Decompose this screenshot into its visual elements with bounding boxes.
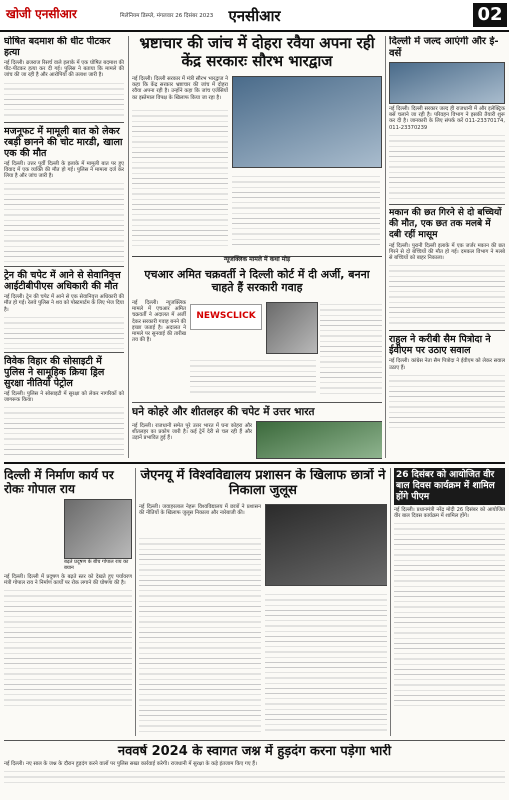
gopal-rai-photo: [64, 499, 132, 559]
mid2-body: नई दिल्ली। राजधानी समेत पूरे उत्तर भारत में घना कोहरा और शीतलहर का प्रकोप जारी है। कई ट्रेनें देरी से चल रही हैं और उड़ानें प्रभावित हुई हैं।: [132, 423, 252, 442]
right-story1-headline[interactable]: दिल्ली में जल्द आएंगी और ई-वसें: [389, 36, 499, 59]
left-story1-headline[interactable]: घोषित बदमाश की धीट पीटकर हत्या: [4, 36, 111, 58]
lead-filler-right: [232, 172, 380, 246]
jnu-protest-photo: [265, 504, 387, 586]
mid1-body: नई दिल्ली। न्यूजक्लिक मामले में एचआर अमित चक्रवर्ती ने अदालत में अर्जी देकर सरकारी गवाह बनने की इच्छा जताई है। अदालत ने मामले पर सुनवाई की तारीख तय की है।: [132, 300, 186, 344]
mid1-filler2: [190, 356, 316, 394]
lower-right-headline[interactable]: 26 दिसंबर को आयोजित वीर बाल दिवस कार्यक्रम में शामिल होंगे पीएम: [394, 468, 505, 505]
newsclick-logo: NEWSCLICK: [190, 304, 262, 330]
bottom-body: नई दिल्ली। नए साल के जश्न के दौरान हुड़दंग करने वालों पर पुलिस सख्त कार्रवाई करेगी। राजधानी में सुरक्षा के कड़े इंतजाम किए गए हैं।: [4, 761, 258, 767]
masthead: [0, 0, 509, 32]
bottom-story: [4, 744, 505, 798]
divider: [4, 352, 124, 353]
lower-right-body: नई दिल्ली। प्रधानमंत्री नरेंद्र मोदी 26 दिसंबर को आयोजित वीर बाल दिवस कार्यक्रम में शामिल होंगे।: [394, 507, 505, 520]
masthead-date: मिलेनियम डिस्प्ले, मंगलवार 26 दिसंबर 2023: [120, 13, 214, 19]
left-story4-body: नई दिल्ली। पुलिस ने सोसाइटी में सुरक्षा को लेकर नागरिकों को जागरूक किया।: [4, 390, 124, 404]
left-story3-body: नई दिल्ली। ट्रेन की चपेट में आने से एक सेवानिवृत्त अधिकारी की मौत हो गई। रेलवे पुलिस ने शव को पोस्टमार्टम के लिए भेज दिया है।: [4, 294, 124, 313]
lead-caption-bar: [132, 256, 382, 267]
section-divider: [4, 740, 505, 741]
section-title: एनसीआर: [228, 7, 281, 25]
divider: [389, 204, 505, 205]
mid1-headline[interactable]: एचआर अमित चक्रवर्ती ने दिल्ली कोर्ट में दी अर्जी, बनना चाहते हैं सरकारी गवाह: [144, 268, 370, 294]
lead-story: [132, 34, 382, 254]
right-story3-filler: [389, 371, 505, 431]
left-story3-filler: [4, 313, 124, 349]
mid1-filler: [320, 300, 382, 394]
lead-photo: [232, 76, 382, 168]
right-story1-body: नई दिल्ली। दिल्ली सरकार जल्द ही राजधानी में और इलेक्ट्रिक बसें चलाने जा रही है। परिवहन विभाग ने इसकी तैयारी शुरू कर दी है। जानकारी के लिए संपर्क करें 011-23370174, 011-23370239: [389, 106, 505, 131]
right-story2-headline[interactable]: मकान की छत गिरने से दो बच्चियों की मौत, एक छत तक मलबे में दबी रहीं मासूम: [389, 207, 502, 240]
right-story2-filler: [389, 261, 505, 327]
right-story2-body: नई दिल्ली। पुरानी दिल्ली इलाके में एक जर्जर मकान की छत गिरने से दो बच्चियों की मौत हो गई। दमकल विभाग ने मलबे से बच्चियों को बाहर निकाला।: [389, 242, 505, 262]
bus-photo: [389, 62, 505, 104]
lower-right-story: [394, 468, 505, 736]
mid-story2: [132, 402, 382, 459]
lower-left-headline[interactable]: दिल्ली में निर्माण कार्य पर रोकः गोपाल राय: [4, 468, 114, 496]
lower-left-filler: [4, 586, 132, 706]
left-column: [4, 36, 124, 458]
section-divider: [4, 462, 505, 464]
left-story1-body: नई दिल्ली। ब्रजराज रिसर्च वाले इलाके में एक घोषित बदमाश की पीट-पीटकर हत्या कर दी गई। पुलिस ने बताया कि मामले की जांच की जा रही है और आरोपियों की तलाश जारी है।: [4, 60, 124, 79]
lower-center-body: नई दिल्ली। जवाहरलाल नेहरू विश्वविद्यालय में छात्रों ने प्रशासन की नीतियों के खिलाफ जुलूस निकाला और नारेबाजी की।: [139, 504, 261, 517]
left-story2-body: नई दिल्ली। उत्तर पूर्वी दिल्ली के इलाके में मामूली बात पर हुए विवाद में एक व्यक्ति की मौत हो गई। पुलिस ने मामला दर्ज कर लिया है और जांच जारी है।: [4, 160, 124, 180]
lower-center-story: [139, 468, 387, 736]
left-story1-filler: [4, 79, 124, 119]
divider: [4, 122, 124, 123]
bottom-filler: [4, 767, 505, 787]
mid1-photo: [266, 302, 318, 354]
page-number: 02: [473, 3, 507, 27]
right-story1-filler: [389, 131, 505, 201]
left-story4-headline[interactable]: विवेक विहार की सोसाइटी में पुलिस ने सामूहिक क्रिया ड्रिल सुरक्षा नीतियों पेट्रोल: [4, 355, 105, 389]
lead-headline[interactable]: भ्रष्टाचार की जांच में दोहरा रवैया अपना रही केंद्र सरकारः सौरभ भारद्वाज: [139, 34, 375, 70]
column-rule: [135, 468, 136, 736]
lower-left-body: नई दिल्ली। दिल्ली में प्रदूषण के बढ़ते स्तर को देखते हुए पर्यावरण मंत्री गोपाल राय ने निर्माण कार्यों पर रोक लगाने की घोषणा की है।: [4, 574, 132, 587]
lead-caption: न्यूजक्लिक मामले में कथा मोड़: [223, 256, 291, 263]
lower-center-filler2: [265, 590, 387, 734]
right-story3-body: नई दिल्ली। कांग्रेस नेता सैम पित्रोदा ने ईवीएम को लेकर सवाल उठाए हैं।: [389, 358, 505, 371]
gopal-rai-caption: बढ़ते प्रदूषण के बीच गोपाल राय का बयान: [64, 559, 129, 571]
lower-left-story: [4, 468, 132, 736]
left-story4-filler: [4, 403, 124, 458]
mid2-headline[interactable]: घने कोहरे और शीतलहर की चपेट में उत्तर भारत: [132, 406, 315, 418]
lead-filler-left: [132, 106, 228, 246]
column-rule: [385, 36, 386, 458]
left-story3-headline[interactable]: ट्रेन की चपेट में आने से सेवानिवृत्त आईटीबीपीएस अधिकारी की मौत: [4, 270, 121, 293]
left-story2-filler: [4, 179, 124, 263]
lower-right-filler: [394, 519, 505, 709]
lead-body: नई दिल्ली। दिल्ली सरकार में मंत्री सौरभ भारद्वाज ने कहा कि केंद्र सरकार भ्रष्टाचार की जांच में दोहरा रवैया अपना रही है। उन्होंने कहा कि जांच एजेंसियों का इस्तेमाल विपक्ष के खिलाफ किया जा रहा है।: [132, 76, 228, 101]
lower-center-headline[interactable]: जेएनयू में विश्वविद्यालय प्रशासन के खिलाफ छात्रों ने निकाला जुलूस: [140, 468, 386, 498]
bottom-headline[interactable]: नववर्ष 2024 के स्वागत जश्न में हुड़दंग करना पड़ेगा भारी: [117, 744, 392, 759]
mid2-photo: [256, 421, 382, 459]
column-rule: [128, 36, 129, 458]
lower-center-filler: [139, 534, 261, 734]
divider: [4, 266, 124, 267]
column-rule: [390, 468, 391, 736]
divider: [389, 330, 505, 331]
right-story3-headline[interactable]: राहुल ने करीबी सैम पित्रोदा ने ईवीएम पर उठाए सवाल: [389, 334, 491, 357]
mid-story1: [132, 268, 382, 398]
right-column: [389, 36, 505, 458]
masthead-brand: खोजी एनसीआर: [6, 7, 77, 21]
left-story2-headline[interactable]: मजनूफट में मामूली बात को लेकर रबड़ी छानने की चोट मारडी, खाला एक की मौत: [4, 125, 123, 159]
